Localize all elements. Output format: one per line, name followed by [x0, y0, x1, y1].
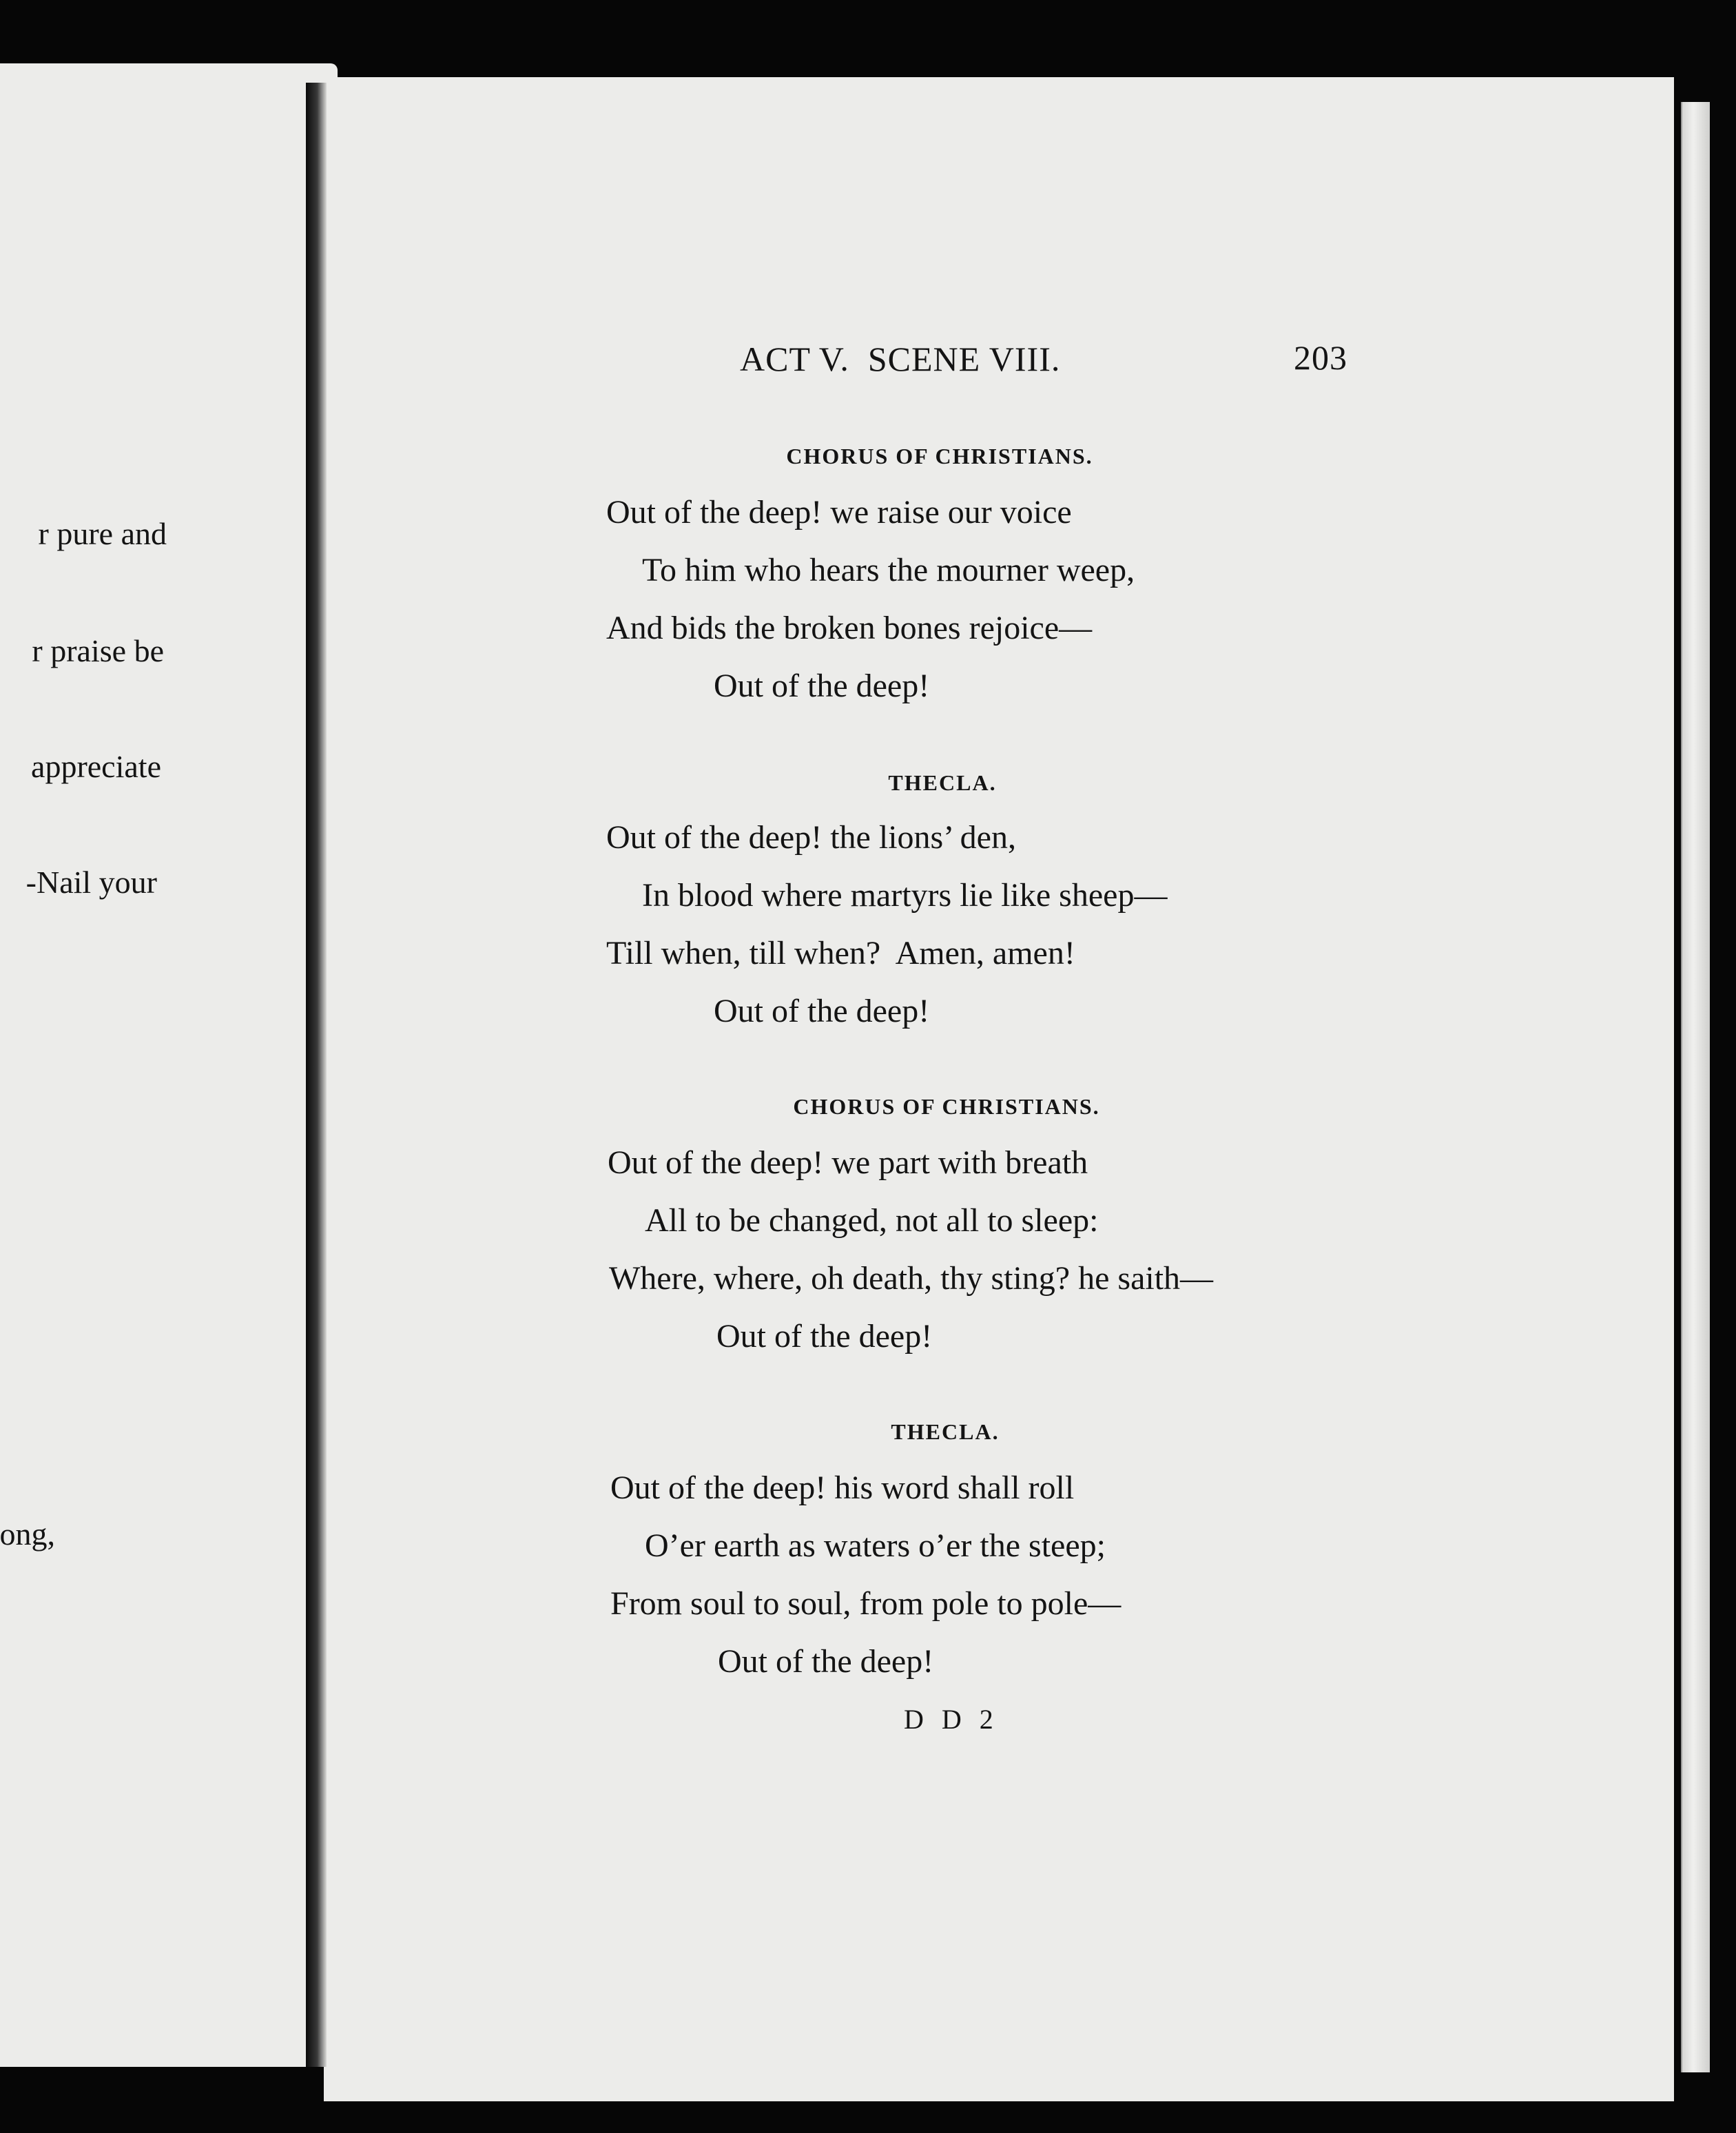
verse-line: Out of the deep! his word shall roll: [610, 1470, 1075, 1506]
verse-line: And bids the broken bones rejoice—: [606, 610, 1093, 646]
running-title: ACT V. SCENE VIII.: [740, 340, 1061, 378]
page-number: 203: [1294, 338, 1347, 377]
verse-line: Out of the deep!: [714, 993, 930, 1029]
verse-line: Out of the deep!: [718, 1643, 934, 1680]
signature-mark: D D 2: [904, 1704, 999, 1735]
book-spine: [306, 83, 327, 2067]
verse-line: Where, where, oh death, thy sting? he saith—: [609, 1260, 1214, 1297]
verse-line: O’er earth as waters o’er the steep;: [645, 1527, 1106, 1564]
left-page-fragment: r praise be: [32, 633, 164, 668]
speaker-heading: THECLA.: [891, 1419, 1000, 1444]
verse-line: From soul to soul, from pole to pole—: [610, 1585, 1122, 1622]
left-page: [0, 63, 338, 2067]
speaker-heading: CHORUS OF CHRISTIANS.: [793, 1094, 1100, 1119]
verse-line: Out of the deep! we raise our voice: [606, 494, 1072, 530]
left-page-fragment: appreciate: [31, 749, 161, 784]
right-page: [324, 77, 1674, 2101]
verse-line: In blood where martyrs lie like sheep—: [642, 877, 1168, 914]
speaker-heading: CHORUS OF CHRISTIANS.: [786, 444, 1093, 468]
verse-line: Out of the deep! the lions’ den,: [606, 819, 1016, 856]
left-page-fragment: r pure and: [38, 516, 167, 551]
verse-line: Till when, till when? Amen, amen!: [606, 935, 1075, 971]
page-edge: [1681, 102, 1710, 2072]
verse-line: Out of the deep!: [714, 668, 930, 704]
left-page-fragment: ong,: [0, 1516, 55, 1552]
verse-line: Out of the deep!: [716, 1318, 933, 1354]
verse-line: Out of the deep! we part with breath: [608, 1144, 1088, 1181]
left-page-fragment: -Nail your: [25, 865, 157, 900]
verse-line: To him who hears the mourner weep,: [642, 552, 1135, 588]
speaker-heading: THECLA.: [888, 770, 997, 795]
verse-line: All to be changed, not all to sleep:: [645, 1202, 1099, 1239]
